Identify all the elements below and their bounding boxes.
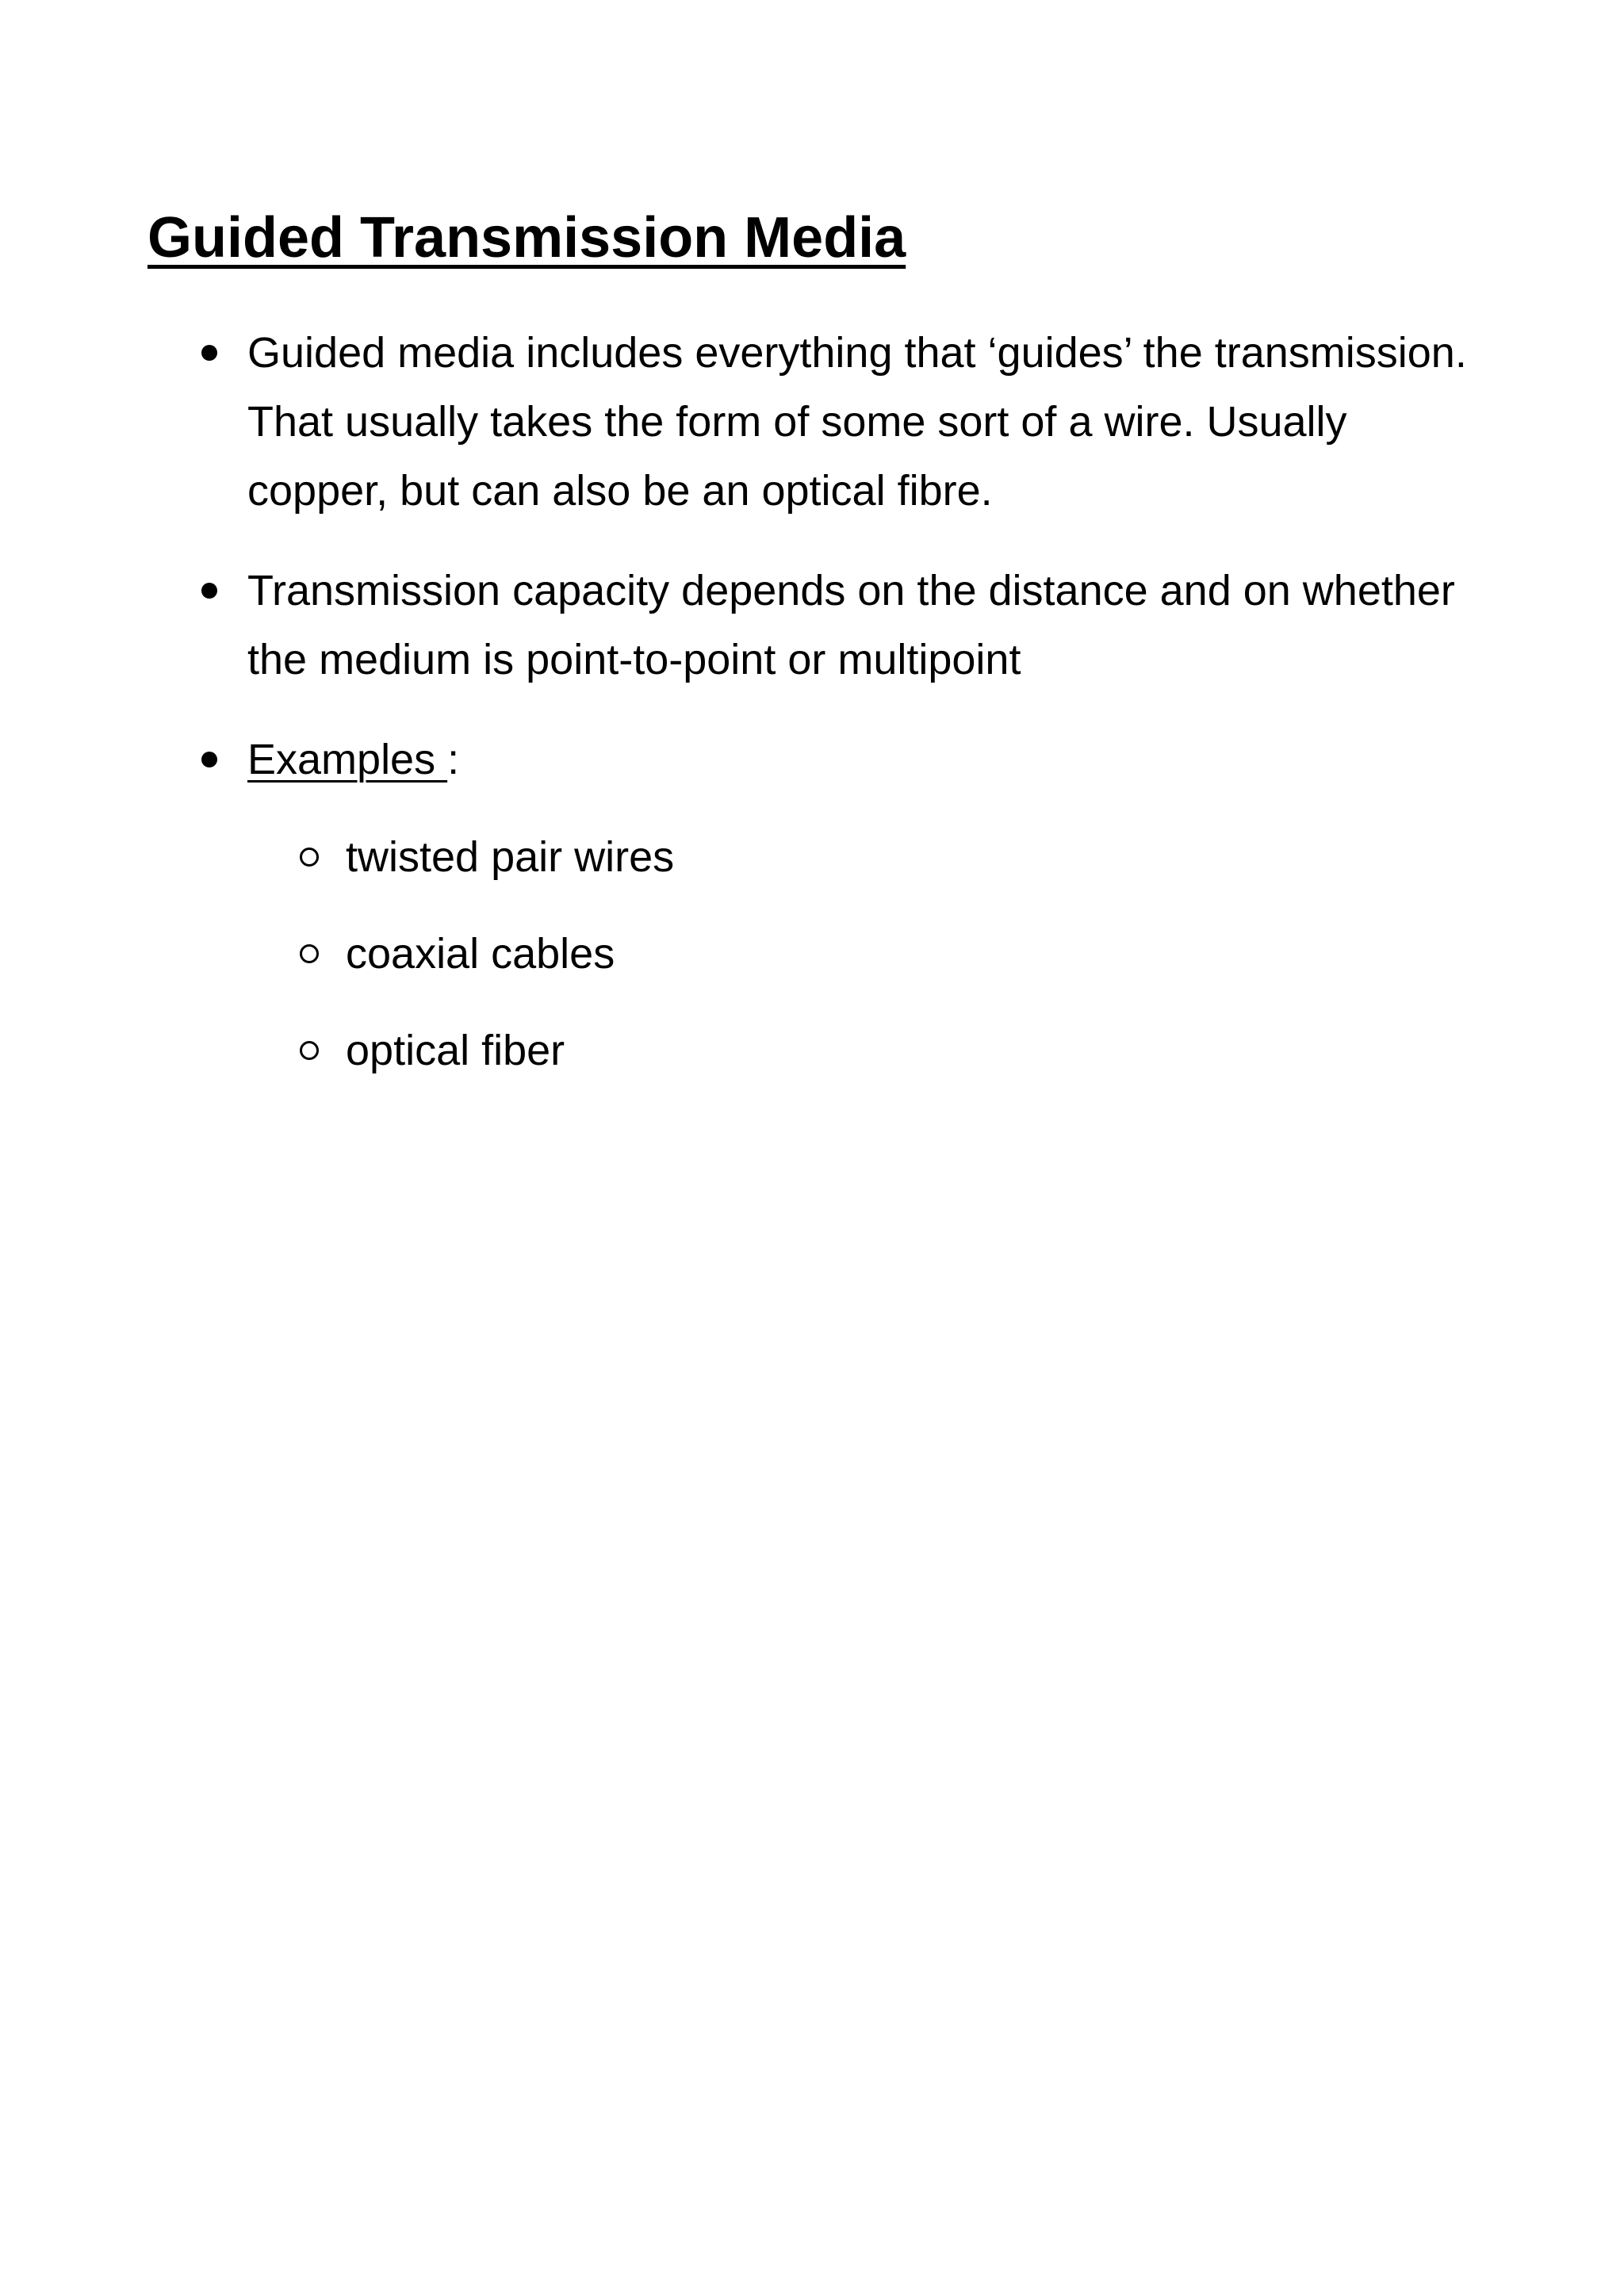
list-item-text: Transmission capacity depends on the distance and on whether the medium is point-to-point or multipoint [247,567,1455,683]
sub-list-item-text: twisted pair wires [346,833,675,881]
sub-list-item [346,823,1456,892]
sub-list-item [346,1016,1456,1085]
circle-bullet-icon [300,944,319,963]
bullet-icon [201,345,217,361]
bullet-icon [201,752,217,767]
list-item [247,319,1484,526]
list-item [247,557,1484,695]
examples-colon: : [447,736,460,783]
examples-label: Examples [247,736,448,783]
circle-bullet-icon [300,1041,319,1060]
sub-list-item [346,920,1456,989]
sub-list-item-text: coaxial cables [346,930,615,978]
circle-bullet-icon [300,848,319,867]
list-item-examples [247,725,1484,794]
bullet-icon [201,583,217,599]
page-title: Guided Transmission Media [147,206,906,270]
list-item-text: Guided media includes everything that ‘guides’ the transmission. That usually takes the form of some sort of a wire. Usually copper, but can also be an optical fibre. [247,329,1467,515]
sub-list-item-text: optical fiber [346,1027,565,1074]
